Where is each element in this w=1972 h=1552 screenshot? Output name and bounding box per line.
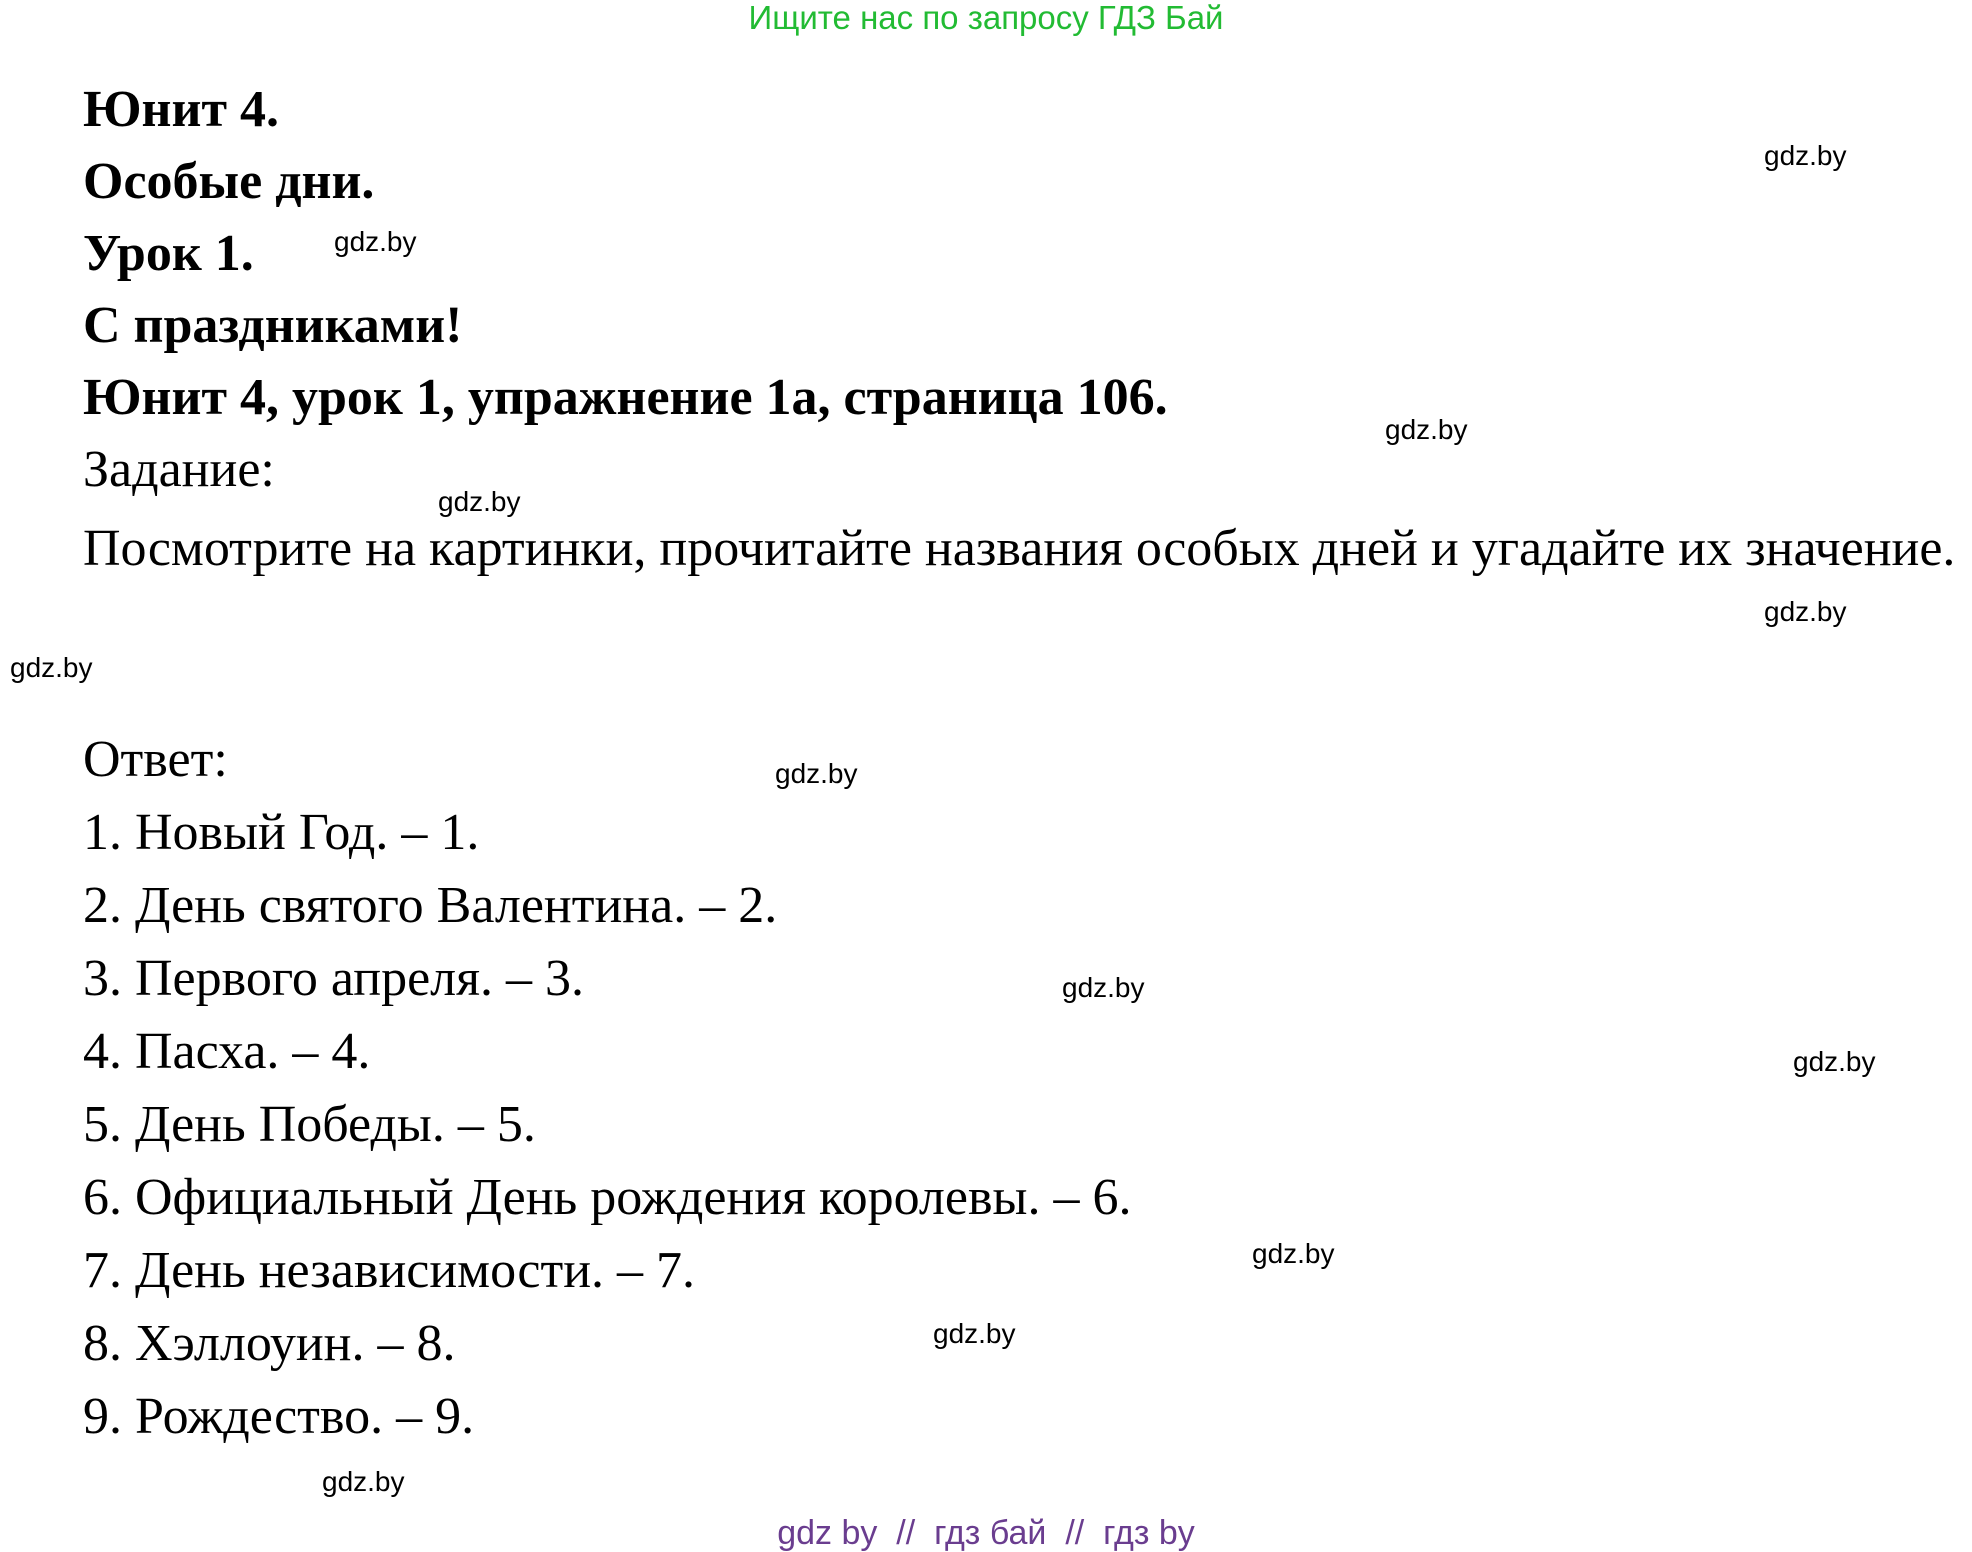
watermark: gdz.by xyxy=(1764,596,1847,627)
watermark: gdz.by xyxy=(933,1318,1016,1349)
task-label: Задание: xyxy=(83,441,275,498)
watermark: gdz.by xyxy=(438,486,521,517)
answer-item: 8. Хэллоуин. – 8. xyxy=(83,1315,456,1372)
watermark: gdz.by xyxy=(1764,140,1847,171)
top-banner: Ищите нас по запросу ГДЗ Бай xyxy=(748,0,1224,36)
answer-label: Ответ: xyxy=(83,731,228,788)
exercise-heading: Юнит 4, урок 1, упражнение 1а, страница 106. xyxy=(83,369,1168,426)
answer-item: 4. Пасха. – 4. xyxy=(83,1023,371,1080)
lesson-title: С праздниками! xyxy=(83,297,463,354)
watermark: gdz.by xyxy=(334,226,417,257)
unit-title: Особые дни. xyxy=(83,153,375,210)
watermark: gdz.by xyxy=(1062,972,1145,1003)
answer-item: 9. Рождество. – 9. xyxy=(83,1388,475,1445)
answer-item: 7. День независимости. – 7. xyxy=(83,1242,696,1299)
watermark: gdz.by xyxy=(1385,414,1468,445)
answer-item: 1. Новый Год. – 1. xyxy=(83,804,480,861)
watermark: gdz.by xyxy=(1793,1046,1876,1077)
answer-item: 3. Первого апреля. – 3. xyxy=(83,950,585,1007)
footer-links: gdz by // гдз бай // гдз by xyxy=(777,1514,1195,1552)
answer-item: 6. Официальный День рождения королевы. – 6. xyxy=(83,1169,1132,1226)
watermark: gdz.by xyxy=(775,758,858,789)
lesson-heading: Урок 1. xyxy=(83,225,254,282)
watermark: gdz.by xyxy=(1252,1238,1335,1269)
answer-item: 5. День Победы. – 5. xyxy=(83,1096,536,1153)
watermark: gdz.by xyxy=(322,1466,405,1497)
answer-item: 2. День святого Валентина. – 2. xyxy=(83,877,778,934)
task-text: Посмотрите на картинки, прочитайте названия особых дней и угадайте их значение. xyxy=(83,520,1956,577)
watermark: gdz.by xyxy=(10,652,93,683)
unit-heading: Юнит 4. xyxy=(83,81,280,138)
